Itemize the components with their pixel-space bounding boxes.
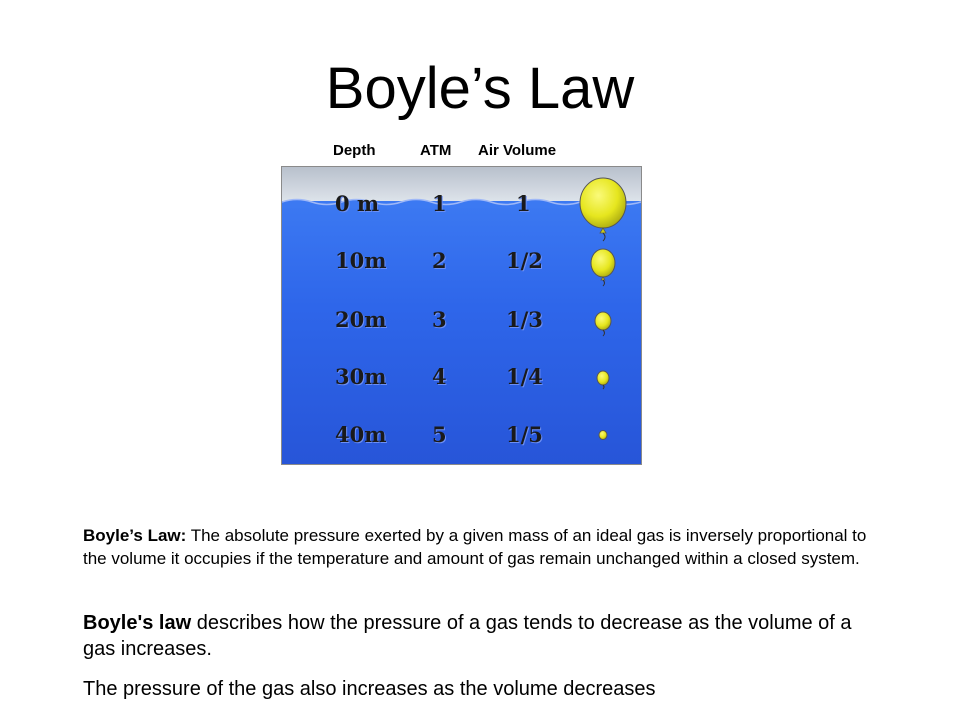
row-0-air-volume: 1	[516, 191, 531, 216]
row-3-depth: 30m	[335, 364, 387, 389]
slide-title: Boyle’s Law	[325, 56, 635, 121]
row-4-depth: 40m	[335, 422, 387, 447]
row-2-depth: 20m	[335, 307, 387, 332]
row-4-atm: 5	[432, 422, 447, 447]
description-text: describes how the pressure of a gas tends to decrease as the volume of a gas increases.	[83, 612, 852, 660]
row-3-air-volume: 1/4	[506, 364, 543, 389]
definition-paragraph	[83, 524, 883, 570]
row-1-depth: 10m	[335, 248, 387, 273]
diver-depth-figure	[281, 166, 642, 465]
row-0-depth: 0 m	[335, 191, 380, 216]
row-1-atm: 2	[432, 248, 447, 273]
row-2-air-volume: 1/3	[506, 307, 543, 332]
row-1-air-volume: 1/2	[506, 248, 543, 273]
row-4-air-volume: 1/5	[506, 422, 543, 447]
description-paragraph	[83, 610, 883, 662]
definition-term: Boyle’s Law:	[83, 526, 187, 545]
definition-text: The absolute pressure exerted by a given mass of an ideal gas is inversely proportional to the volume it occupies if the temperature and amount of gas remain unchanged within a closed system.	[83, 526, 867, 568]
header-depth: Depth	[333, 142, 376, 159]
header-air-volume: Air Volume	[478, 142, 557, 159]
row-3-atm: 4	[432, 364, 447, 389]
row-0-atm: 1	[432, 191, 447, 216]
row-2-atm: 3	[432, 307, 447, 332]
description-term: Boyle's law	[83, 612, 192, 634]
conclusion-paragraph: The pressure of the gas also increases as the volume decreases	[83, 678, 656, 700]
header-atm: ATM	[420, 142, 452, 159]
table-header-row	[0, 142, 960, 162]
